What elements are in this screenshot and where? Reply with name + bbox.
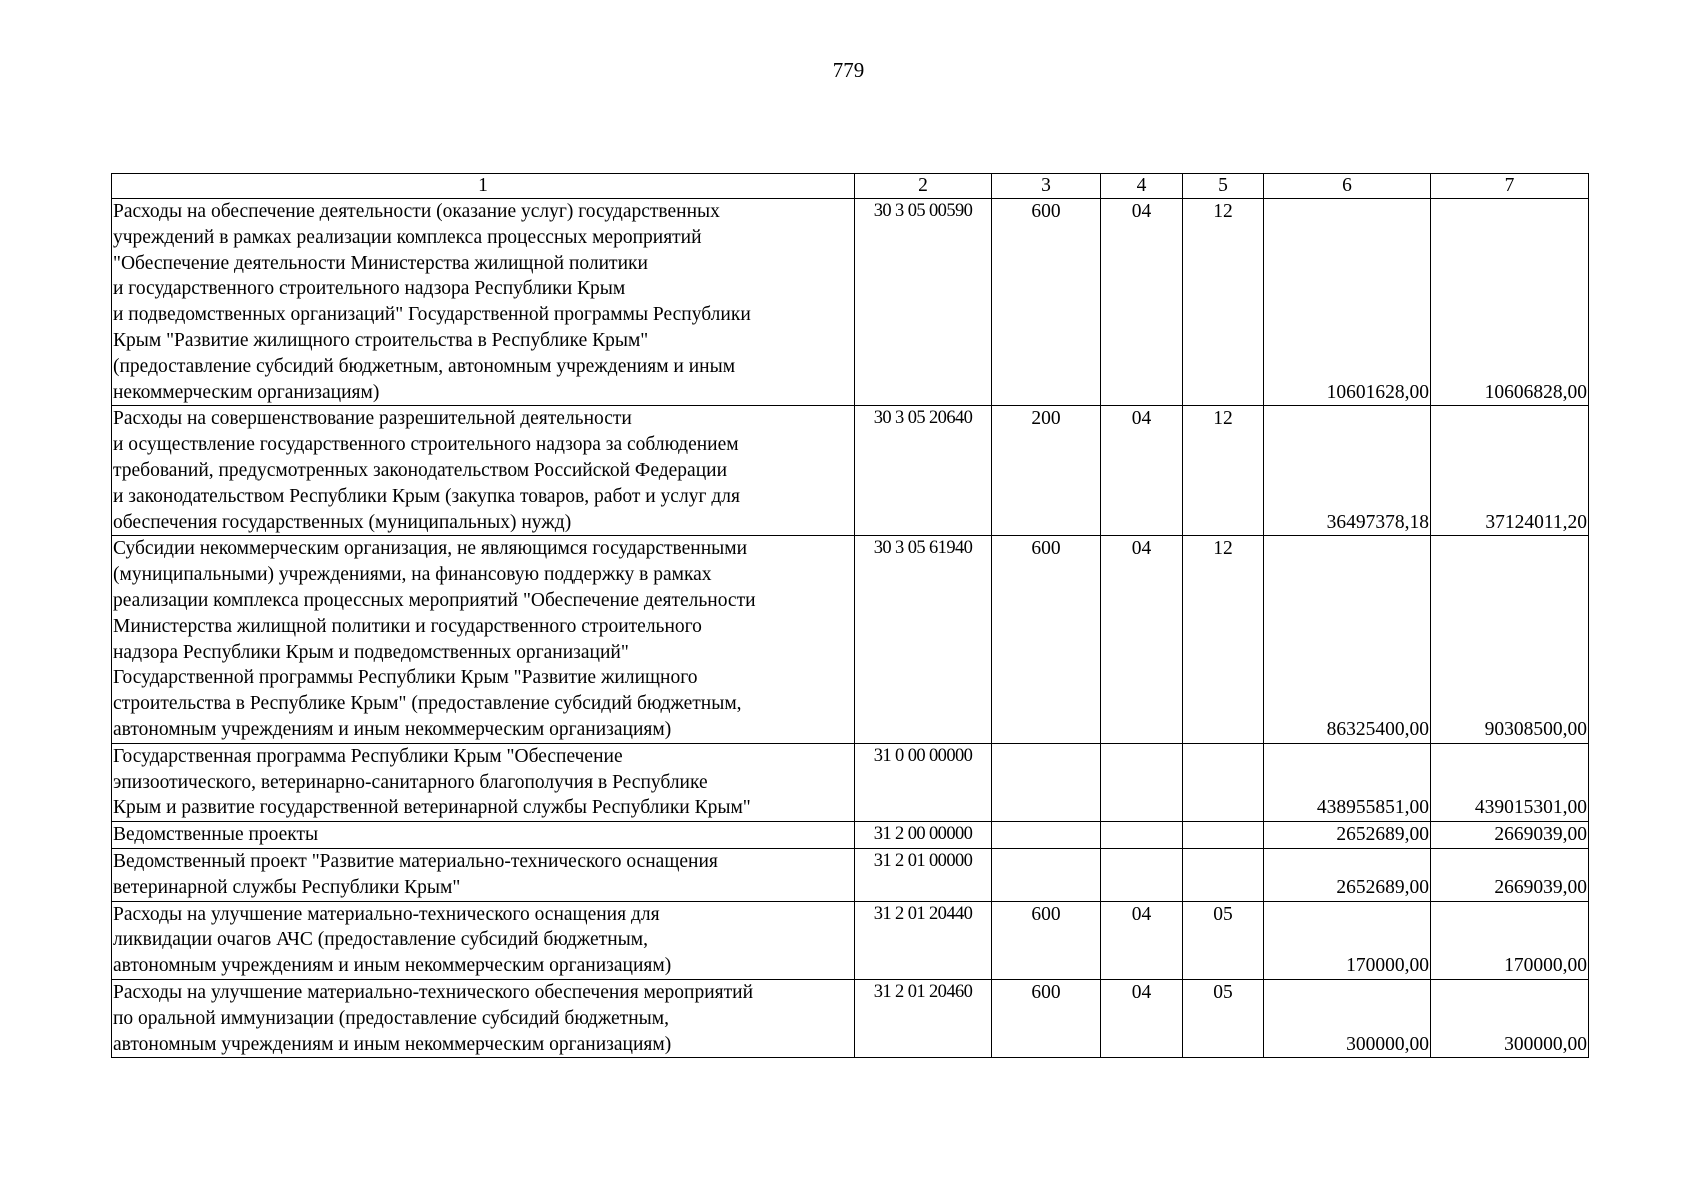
row-amount-7: 2669039,00 <box>1431 848 1589 901</box>
row-description: Расходы на улучшение материально-технического обеспечения мероприятий по оральной иммунизации (предоставление субсидий бюджетным, автономным учреждениям и иным некоммерческим организациям) <box>112 979 855 1057</box>
row-col5: 12 <box>1183 536 1264 743</box>
row-description: Государственная программа Республики Крым "Обеспечение эпизоотического, ветеринарно-санитарного благополучия в Республике Крым и развитие государственной ветеринарной службы Республики Крым" <box>112 743 855 821</box>
column-header: 3 <box>992 174 1101 199</box>
row-amount-7: 300000,00 <box>1431 979 1589 1057</box>
row-col5 <box>1183 743 1264 821</box>
row-amount-7: 170000,00 <box>1431 901 1589 979</box>
column-header: 2 <box>855 174 992 199</box>
row-amount-7: 439015301,00 <box>1431 743 1589 821</box>
row-amount-6: 170000,00 <box>1264 901 1431 979</box>
table-row <box>112 536 1589 743</box>
row-amount-7: 37124011,20 <box>1431 406 1589 536</box>
column-header: 7 <box>1431 174 1589 199</box>
column-header: 1 <box>112 174 855 199</box>
row-code: 31 0 00 00000 <box>855 743 992 821</box>
row-col5: 12 <box>1183 199 1264 406</box>
row-col3 <box>992 743 1101 821</box>
row-col3 <box>992 848 1101 901</box>
page-number: 779 <box>832 58 865 82</box>
row-amount-6: 2652689,00 <box>1264 822 1431 849</box>
row-col4: 04 <box>1101 979 1183 1057</box>
row-description: Расходы на обеспечение деятельности (оказание услуг) государственных учреждений в рамках реализации комплекса процессных мероприятий "Обеспечение деятельности Министерства жилищной политики и государственного строительного надзора Республики Крым и подведомственных организаций" Государственной программы Республики Крым "Развитие жилищного строительства в Республике Крым" (предоставление субсидий бюджетным, автономным учреждениям и иным некоммерческим организациям) <box>112 199 855 406</box>
row-amount-7: 90308500,00 <box>1431 536 1589 743</box>
row-description: Расходы на совершенствование разрешительной деятельности и осуществление государственного строительного надзора за соблюдением требований, предусмотренных законодательством Российской Федерации и законодательством Республики Крым (закупка товаров, работ и услуг для обеспечения государственных (муниципальных) нужд) <box>112 406 855 536</box>
row-col4 <box>1101 848 1183 901</box>
row-col3: 600 <box>992 901 1101 979</box>
row-amount-6: 10601628,00 <box>1264 199 1431 406</box>
row-col4 <box>1101 822 1183 849</box>
column-header: 6 <box>1264 174 1431 199</box>
row-col4: 04 <box>1101 536 1183 743</box>
row-col4 <box>1101 743 1183 821</box>
table-row <box>112 822 1589 849</box>
row-amount-7: 10606828,00 <box>1431 199 1589 406</box>
table-row <box>112 743 1589 821</box>
table-row <box>112 848 1589 901</box>
table-row <box>112 979 1589 1057</box>
row-col3 <box>992 822 1101 849</box>
table-header-row <box>112 174 1589 199</box>
row-code: 31 2 01 20440 <box>855 901 992 979</box>
row-code: 30 3 05 00590 <box>855 199 992 406</box>
row-col5: 12 <box>1183 406 1264 536</box>
row-amount-6: 86325400,00 <box>1264 536 1431 743</box>
row-col4: 04 <box>1101 199 1183 406</box>
column-header: 5 <box>1183 174 1264 199</box>
table-row <box>112 199 1589 406</box>
row-code: 30 3 05 20640 <box>855 406 992 536</box>
row-amount-6: 2652689,00 <box>1264 848 1431 901</box>
row-code: 31 2 01 00000 <box>855 848 992 901</box>
row-description: Расходы на улучшение материально-технического оснащения для ликвидации очагов АЧС (предоставление субсидий бюджетным, автономным учреждениям и иным некоммерческим организациям) <box>112 901 855 979</box>
row-col5: 05 <box>1183 901 1264 979</box>
row-col3: 200 <box>992 406 1101 536</box>
table-row <box>112 901 1589 979</box>
row-col5 <box>1183 848 1264 901</box>
row-col4: 04 <box>1101 901 1183 979</box>
row-col3: 600 <box>992 536 1101 743</box>
row-col5: 05 <box>1183 979 1264 1057</box>
row-col4: 04 <box>1101 406 1183 536</box>
row-col3: 600 <box>992 199 1101 406</box>
row-amount-7: 2669039,00 <box>1431 822 1589 849</box>
column-header: 4 <box>1101 174 1183 199</box>
row-amount-6: 36497378,18 <box>1264 406 1431 536</box>
table-row <box>112 406 1589 536</box>
row-description: Ведомственные проекты <box>112 822 855 849</box>
row-code: 31 2 00 00000 <box>855 822 992 849</box>
row-description: Ведомственный проект "Развитие материально-технического оснащения ветеринарной службы Республики Крым" <box>112 848 855 901</box>
row-code: 30 3 05 61940 <box>855 536 992 743</box>
budget-table <box>111 173 1589 1058</box>
row-col3: 600 <box>992 979 1101 1057</box>
row-amount-6: 300000,00 <box>1264 979 1431 1057</box>
row-col5 <box>1183 822 1264 849</box>
row-amount-6: 438955851,00 <box>1264 743 1431 821</box>
row-description: Субсидии некоммерческим организация, не являющимся государственными (муниципальными) учреждениями, на финансовую поддержку в рамках реализации комплекса процессных мероприятий "Обеспечение деятельности Министерства жилищной политики и государственного строительного надзора Республики Крым и подведомственных организаций" Государственной программы Республики Крым "Развитие жилищного строительства в Республике Крым" (предоставление субсидий бюджетным, автономным учреждениям и иным некоммерческим организациям) <box>112 536 855 743</box>
row-code: 31 2 01 20460 <box>855 979 992 1057</box>
